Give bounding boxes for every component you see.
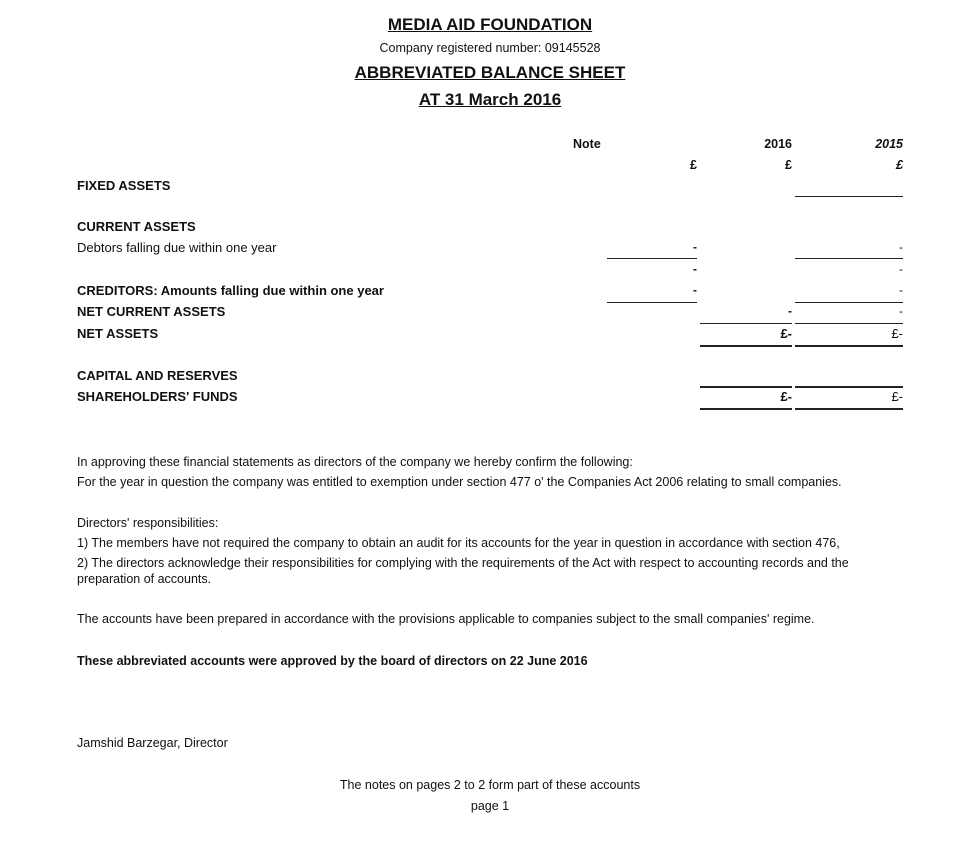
divider	[700, 408, 792, 410]
divider	[607, 258, 697, 259]
shareholders-funds-2016-value: £-	[780, 389, 792, 404]
fixed-assets-label: FIXED ASSETS	[77, 178, 171, 193]
divider	[795, 258, 903, 259]
divider	[795, 323, 903, 324]
debtors-sub-value: -	[693, 240, 697, 254]
document-title: ABBREVIATED BALANCE SHEET	[354, 63, 626, 82]
statement-exemption: For the year in question the company was entitled to exemption under section 477 o' the Companies Act 2006 relating to small companies.	[77, 475, 842, 489]
year-2015-header: 2015	[875, 137, 903, 151]
creditors-label: CREDITORS: Amounts falling due within one year	[77, 283, 384, 298]
company-name: MEDIA AID FOUNDATION	[387, 15, 593, 34]
note-column-header: Note	[573, 137, 601, 151]
capital-reserves-label: CAPITAL AND RESERVES	[77, 368, 238, 383]
debtors-label: Debtors falling due within one year	[77, 240, 277, 255]
document-date: AT 31 March 2016	[418, 90, 562, 109]
approval-statement: These abbreviated accounts were approved by the board of directors on 22 June 2016	[77, 654, 588, 668]
creditors-sub-value: -	[693, 283, 697, 297]
debtors-2015-value: -	[899, 240, 903, 254]
responsibilities-heading: Directors' responsibilities:	[77, 516, 219, 530]
year-2016-header: 2016	[764, 137, 792, 151]
current-assets-label: CURRENT ASSETS	[77, 219, 196, 234]
divider	[700, 386, 792, 388]
divider	[795, 408, 903, 410]
net-assets-2016-value: £-	[780, 326, 792, 341]
divider	[795, 386, 903, 388]
shareholders-funds-2015-value: £-	[891, 389, 903, 404]
creditors-2015-value: -	[899, 283, 903, 297]
responsibility-2: 2) The directors acknowledge their responsibilities for complying with the requirements of the Act with respect to accounting records and the	[77, 556, 849, 570]
shareholders-funds-label: SHAREHOLDERS' FUNDS	[77, 389, 238, 404]
divider	[795, 345, 903, 347]
net-current-assets-2016-value: -	[788, 304, 792, 318]
net-assets-label: NET ASSETS	[77, 326, 159, 341]
divider	[700, 345, 792, 347]
regime-statement: The accounts have been prepared in accordance with the provisions applicable to companies subject to the small companies' regime.	[77, 612, 815, 626]
statement-approval: In approving these financial statements as directors of the company we hereby confirm the following:	[77, 455, 633, 469]
currency-2016-header: £	[785, 158, 792, 172]
subtotal-sub-value: -	[693, 262, 697, 276]
director-signatory: Jamshid Barzegar, Director	[77, 736, 228, 750]
net-current-assets-2015-value: -	[899, 304, 903, 318]
registered-number: Company registered number: 09145528	[379, 41, 601, 55]
divider	[795, 196, 903, 197]
responsibility-2-continued: preparation of accounts.	[77, 572, 212, 586]
net-current-assets-label: NET CURRENT ASSETS	[77, 304, 226, 319]
subtotal-2015-value: -	[899, 262, 903, 276]
currency-sub-header: £	[690, 158, 697, 172]
page-number: page 1	[470, 799, 510, 813]
currency-2015-header: £	[896, 158, 903, 172]
divider	[795, 302, 903, 303]
footer-notes: The notes on pages 2 to 2 form part of these accounts	[339, 778, 641, 792]
divider	[607, 302, 697, 303]
divider	[700, 323, 792, 324]
net-assets-2015-value: £-	[891, 326, 903, 341]
responsibility-1: 1) The members have not required the company to obtain an audit for its accounts for the year in question in accordance with section 476,	[77, 536, 840, 550]
